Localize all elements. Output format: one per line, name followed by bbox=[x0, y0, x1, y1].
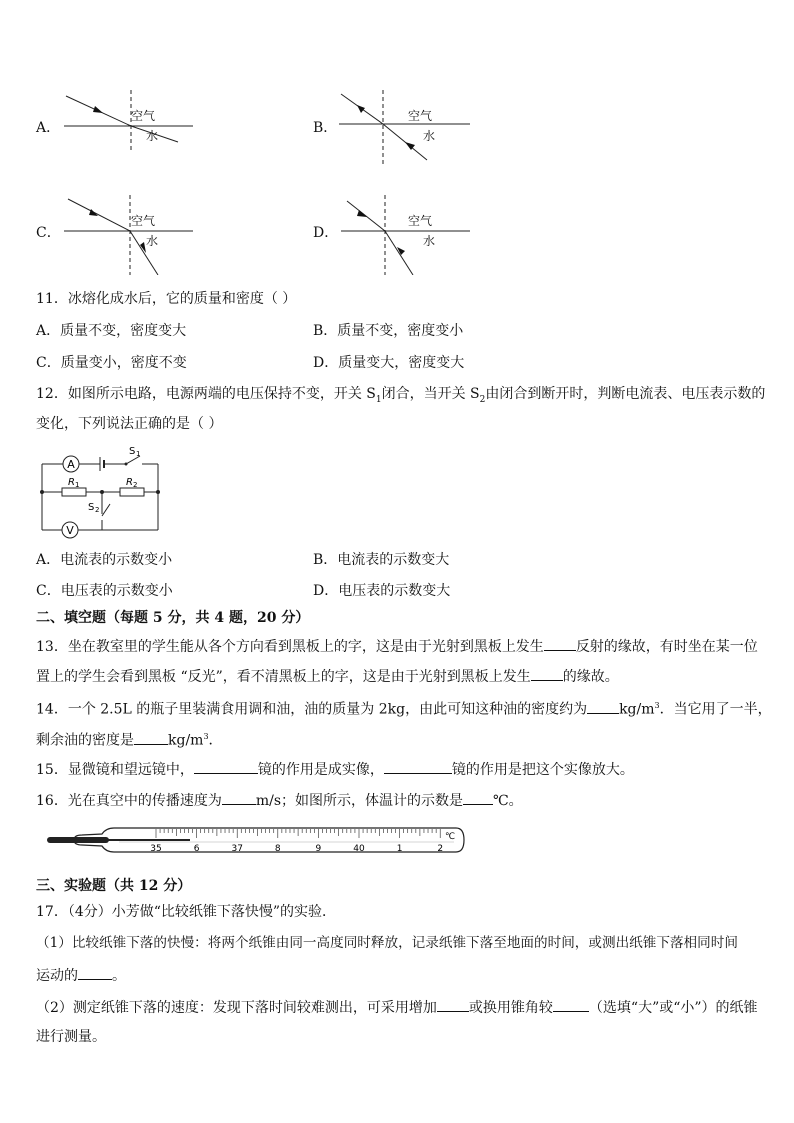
q15-line: 15．显微镜和望远镜中， 镜的作用是成实像， 镜的作用是把这个实像放大。 bbox=[36, 762, 634, 778]
q17-part2-line1: （2）测定纸锥下落的速度：发现下落时间较难测出，可采用增加 或换用锥角较 （选填“大”或“小”）的纸锥 bbox=[36, 1000, 758, 1016]
q17-stem: 17．（4分）小芳做“比较纸锥下落快慢”的实验． bbox=[36, 904, 337, 920]
option-a-diagram[interactable] bbox=[36, 90, 216, 150]
water-label: 水 bbox=[146, 234, 159, 248]
q17-blank-1[interactable] bbox=[78, 966, 112, 980]
q13-line1: 13．坐在教室里的学生能从各个方向看到黑板上的字，这是由于光射到黑板上发生 反射的缘故，有时坐在某一位 bbox=[36, 639, 758, 655]
s1-sub: 1 bbox=[136, 450, 141, 458]
water-label: 水 bbox=[423, 234, 436, 248]
q12-option-c[interactable]: C．电压表的示数变小 bbox=[36, 583, 173, 599]
refraction-diagram-d bbox=[335, 195, 495, 275]
q13-line2: 置上的学生会看到黑板 “反光”，看不清黑板上的字，这是由于光射到黑板上发生 的缘故。 bbox=[36, 669, 619, 685]
water-label: 水 bbox=[146, 129, 159, 143]
section-2-title: 二、填空题（每题 5 分，共 4 题，20 分） bbox=[36, 610, 310, 626]
q11-option-a[interactable]: A．质量不变，密度变大 bbox=[36, 323, 187, 339]
thermometer-scale-label: 35 bbox=[150, 844, 162, 854]
option-c-diagram[interactable] bbox=[36, 195, 216, 275]
q12-circuit-diagram bbox=[36, 442, 166, 542]
q14-line1: 14．一个 2.5L 的瓶子里装满食用调和油，油的质量为 2kg，由此可知这种油的密度约为 $kg/m^3$．当它用了一半， bbox=[36, 701, 772, 718]
q15-blank-2[interactable] bbox=[384, 760, 452, 774]
water-label: 水 bbox=[423, 129, 436, 143]
q15-blank-1[interactable] bbox=[194, 760, 258, 774]
q17-part1-line1: （1）比较纸锥下落的快慢：将两个纸锥由同一高度同时释放，记录纸锥下落至地面的时间，或测出纸锥下落相同时间 bbox=[36, 935, 738, 951]
option-d-diagram[interactable] bbox=[313, 195, 493, 275]
q16-line: 16．光在真空中的传播速度为 m/s；如图所示，体温计的示数是 ℃。 bbox=[36, 793, 523, 809]
air-label: 空气 bbox=[408, 109, 433, 123]
q17-blank-3[interactable] bbox=[553, 998, 589, 1012]
option-b-diagram[interactable] bbox=[313, 90, 493, 165]
thermometer-unit: ℃ bbox=[445, 832, 456, 842]
refraction-diagram-c bbox=[58, 195, 218, 275]
q11-option-c[interactable]: C．质量变小，密度不变 bbox=[36, 355, 187, 371]
option-c-letter: C． bbox=[36, 225, 61, 241]
q12-stem-line1: 12．如图所示电路，电源两端的电压保持不变，开关 $S_1$闭合，当开关 $S_2$由闭合到断开时，判断电流表、电压表示数的 bbox=[36, 386, 766, 405]
voltmeter-symbol: V bbox=[66, 524, 74, 537]
q13-blank-1[interactable] bbox=[544, 637, 576, 651]
q12-option-b[interactable]: B．电流表的示数变大 bbox=[313, 552, 450, 568]
s2-label: S bbox=[88, 502, 95, 513]
air-label: 空气 bbox=[408, 214, 433, 228]
q16-blank-2[interactable] bbox=[463, 791, 493, 805]
section-3-title: 三、实验题（共 12 分） bbox=[36, 878, 192, 894]
q16-blank-1[interactable] bbox=[222, 791, 256, 805]
q14-line2: 剩余油的密度是 $kg/m^3$． bbox=[36, 732, 223, 749]
r2-sub: 2 bbox=[133, 481, 138, 489]
refraction-diagram-b bbox=[335, 90, 495, 165]
r1-label: R bbox=[68, 477, 75, 488]
q11-option-b[interactable]: B．质量不变，密度变小 bbox=[313, 323, 464, 339]
q12-stem-line2: 变化，下列说法正确的是（ ） bbox=[36, 416, 223, 432]
s1-label: S bbox=[129, 446, 136, 457]
s2-sub: 2 bbox=[95, 506, 100, 514]
r1-sub: 1 bbox=[75, 481, 80, 489]
clinical-thermometer bbox=[44, 824, 468, 858]
q17-part2-line2: 进行测量。 bbox=[36, 1029, 106, 1045]
q12-option-a[interactable]: A．电流表的示数变小 bbox=[36, 552, 173, 568]
thermometer-scale-label: 40 bbox=[353, 844, 365, 854]
option-a-letter: A． bbox=[36, 120, 61, 136]
ammeter-symbol: A bbox=[67, 458, 75, 471]
option-d-letter: D． bbox=[313, 225, 339, 241]
thermometer-scale-label: 37 bbox=[231, 844, 243, 854]
thermometer-scale-label: 6 bbox=[193, 844, 200, 854]
option-b-letter: B． bbox=[313, 120, 338, 136]
q12-option-d[interactable]: D．电压表的示数变大 bbox=[313, 583, 451, 599]
air-label: 空气 bbox=[131, 109, 156, 123]
air-label: 空气 bbox=[131, 214, 156, 228]
q14-blank-2[interactable] bbox=[134, 731, 168, 745]
q13-blank-2[interactable] bbox=[531, 667, 563, 681]
q17-part1-line2: 运动的 。 bbox=[36, 968, 126, 984]
q11-stem: 11．冰熔化成水后，它的质量和密度（ ） bbox=[36, 291, 297, 307]
thermometer-scale-label: 9 bbox=[315, 844, 322, 854]
thermometer-scale-label: 1 bbox=[396, 844, 403, 854]
thermometer-scale-label: 8 bbox=[274, 844, 281, 854]
r2-label: R bbox=[126, 477, 133, 488]
thermometer-scale-label: 2 bbox=[437, 844, 444, 854]
q17-blank-2[interactable] bbox=[437, 998, 469, 1012]
q14-blank-1[interactable] bbox=[587, 700, 619, 714]
q11-option-d[interactable]: D．质量变大，密度变大 bbox=[313, 355, 465, 371]
